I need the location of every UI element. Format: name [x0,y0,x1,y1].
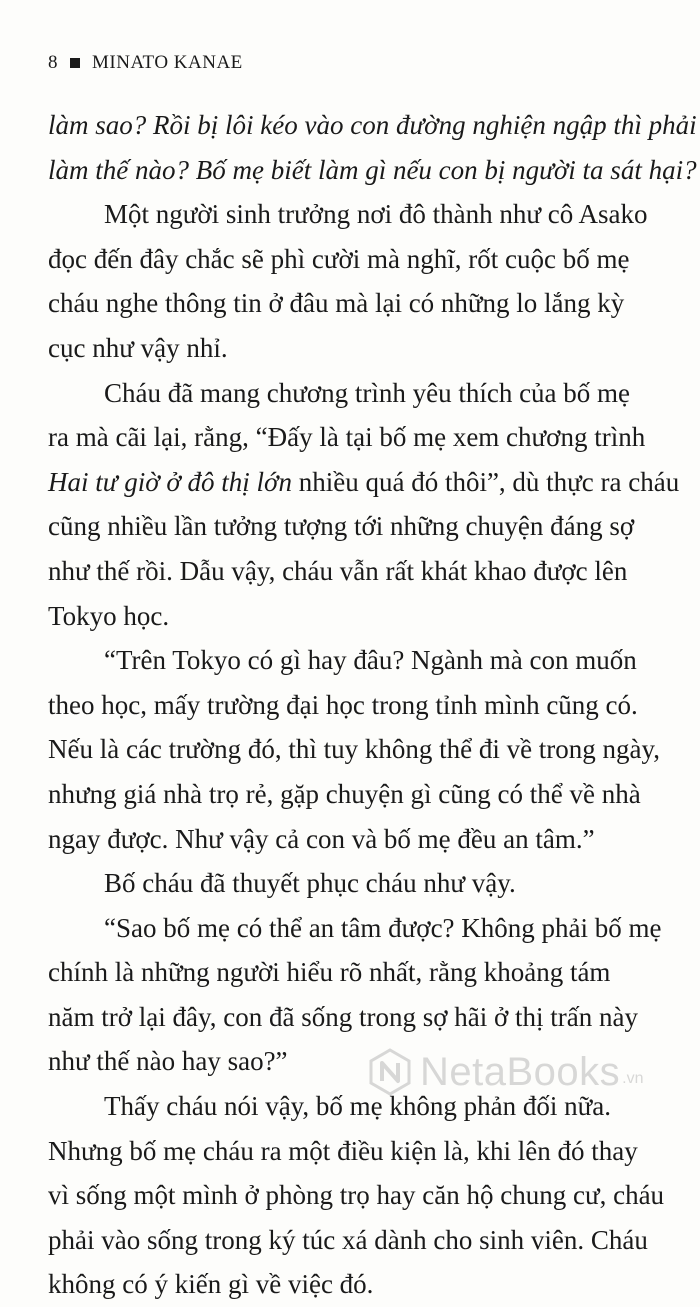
text-line: vì sống một mình ở phòng trọ hay căn hộ chung cư, cháu [48,1180,665,1211]
text-line: ngay được. Như vậy cả con và bố mẹ đều an tâm.” [48,823,595,854]
body-text [48,103,697,1307]
text-line: Một người sinh trưởng nơi đô thành như cô Asako [104,199,648,230]
text-line: Tokyo học. [48,600,170,631]
text-run: nhiều quá đó thôi”, dù thực ra cháu [291,466,680,497]
watermark-suffix: .vn [622,1070,644,1087]
n-hexagon-logo-icon [368,1048,412,1096]
text-line: như thế nào hay sao?” [48,1046,288,1077]
text-line: theo học, mấy trường đại học trong tỉnh mình cũng có. [48,689,638,720]
text-line: phải vào sống trong ký túc xá dành cho sinh viên. Cháu [48,1224,648,1255]
text-line: cục như vậy nhỉ. [48,332,228,363]
text-line: “Sao bố mẹ có thể an tâm được? Không phải bố mẹ [104,912,662,943]
text-line: Cháu đã mang chương trình yêu thích của bố mẹ [104,377,631,408]
text-line: chính là những người hiểu rõ nhất, rằng khoảng tám [48,957,611,988]
watermark [368,1048,644,1096]
text-line: Nhưng bố mẹ cháu ra một điều kiện là, khi lên đó thay [48,1135,638,1166]
author-name: MINATO KANAE [92,52,243,73]
text-line: làm thế nào? Bố mẹ biết làm gì nếu con bị người ta sát hại? [48,154,697,185]
text-line: Thấy cháu nói vậy, bố mẹ không phản đối nữa. [104,1091,612,1122]
text-line: như thế rồi. Dẫu vậy, cháu vẫn rất khát khao được lên [48,555,628,586]
text-line: nhưng giá nhà trọ rẻ, gặp chuyện gì cũng có thể về nhà [48,778,641,809]
text-line: không có ý kiến gì về việc đó. [48,1269,374,1300]
italic-title: Hai tư giờ ở đô thị lớn [48,466,292,497]
square-bullet-icon [70,58,80,68]
text-line: cũng nhiều lần tưởng tượng tới những chuyện đáng sợ [48,511,635,542]
running-header [48,52,243,74]
page-number: 8 [48,52,58,73]
text-line: “Trên Tokyo có gì hay đâu? Ngành mà con muốn [104,645,637,676]
text-line: đọc đến đây chắc sẽ phì cười mà nghĩ, rốt cuộc bố mẹ [48,243,630,274]
text-line [48,460,678,505]
text-line: năm trở lại đây, con đã sống trong sợ hãi ở thị trấn này [48,1001,638,1032]
text-line: Nếu là các trường đó, thì tuy không thể đi về trong ngày, [48,734,661,765]
text-line: Bố cháu đã thuyết phục cháu như vậy. [104,868,516,899]
text-line: ra mà cãi lại, rằng, “Đấy là tại bố mẹ xem chương trình [48,422,646,453]
text-line: làm sao? Rồi bị lôi kéo vào con đường nghiện ngập thì phải [48,110,697,140]
watermark-brand: NetaBooks [420,1049,621,1094]
text-line: cháu nghe thông tin ở đâu mà lại có những lo lắng kỳ [48,288,625,319]
